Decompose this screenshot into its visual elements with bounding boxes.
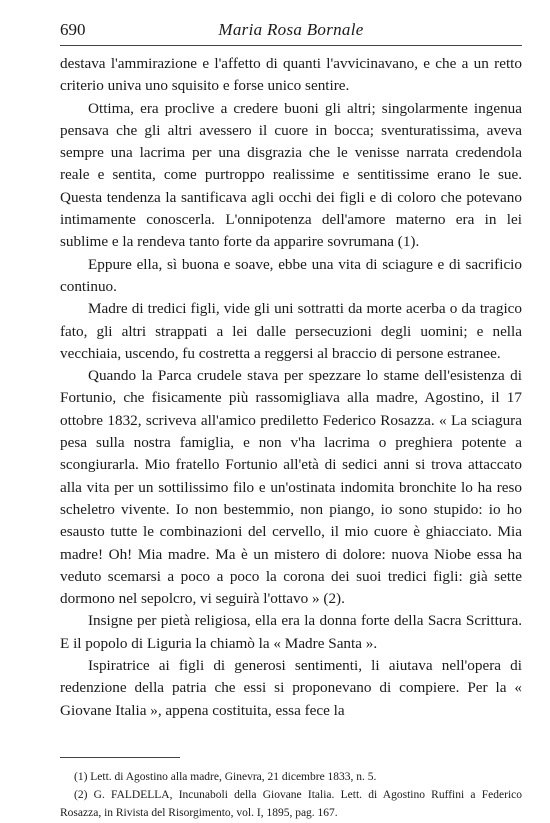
body-text — [60, 53, 522, 722]
footnote: (2) G. FALDELLA, Incunaboli della Giovane Italia. Lett. di Agostino Ruffini a Federico Rosazza, in Rivista del Risorgimento, vol. I, 1895, pag. 167. — [60, 789, 522, 819]
footnotes — [60, 768, 522, 822]
paragraph: Eppure ella, sì buona e soave, ebbe una vita di sciagure e di sacrificio continuo. — [60, 255, 522, 295]
page-header — [60, 18, 522, 42]
paragraph: Madre di tredici figli, vide gli uni sottratti da morte acerba o da tragico fato, gli altri strappati a lei dalle persecuzioni degli uomini; e nella vecchiaia, uscendo, fu costretta a reggersi al braccio di persone estranee. — [60, 300, 522, 362]
running-title: Maria Rosa Bornale — [218, 20, 364, 39]
paragraph: Ottima, era proclive a credere buoni gli altri; singolarmente ingenua pensava che gli altri avessero il cuore in bocca; sventuratissima, aveva sempre una lacrima per una disgrazia che le venisse narrata credendola reale e sentita, come purtroppo realissime e sentitissime erano le sue. Questa tendenza la santificava agli occhi dei figli e di coloro che potevano intimamente conoscerla. L'onnipotenza dell'amore materno era in lei sublime e la rendeva tanto forte da apparire sovrumana (1). — [60, 99, 522, 251]
paragraph: Ispiratrice ai figli di generosi sentimenti, li aiutava nell'opera di redenzione della patria che essi si proponevano di compiere. Per la « Giovane Italia », appena costituita, essa fece la — [60, 657, 522, 719]
paragraph: Insigne per pietà religiosa, ella era la donna forte della Sacra Scrittura. E il popolo di Liguria la chiamò la « Madre Santa ». — [60, 612, 522, 652]
header-rule — [60, 45, 522, 46]
paragraph: Quando la Parca crudele stava per spezzare lo stame dell'esistenza di Fortunio, che fisicamente più rassomigliava alla madre, Agostino, il 17 ottobre 1832, scriveva all'amico prediletto Federico Rosazza. « La sciagura pesa sulla nostra famiglia, e non v'ha lacrima o preghiera potente a scongiurarla. Mio fratello Fortunio all'età di sedici anni si trova attaccato alla vita per un sottilissimo filo e un'ostinata indomita bronchite lo ha reso scheletro vivente. Io non bestemmio, non piango, io sono stupido: io ho esausto tutte le combinazioni del cervello, il mio cuore è ghiacciato. Mia madre! Oh! Mia madre. Ma è un mistero di dolore: nuova Niobe essa ha veduto scemarsi a poco a poco la corona dei suoi tredici figli: già sette dormono nel sepolcro, vi seguirà l'ottavo » (2). — [60, 367, 522, 608]
footnote: (1) Lett. di Agostino alla madre, Ginevra, 21 dicembre 1833, n. 5. — [74, 771, 377, 783]
footnote-rule — [60, 757, 180, 758]
page-number: 690 — [60, 20, 86, 39]
paragraph: destava l'ammirazione e l'affetto di quanti l'avvicinavano, e che a un retto criterio univa uno squisito e forse unico sentire. — [60, 55, 522, 95]
